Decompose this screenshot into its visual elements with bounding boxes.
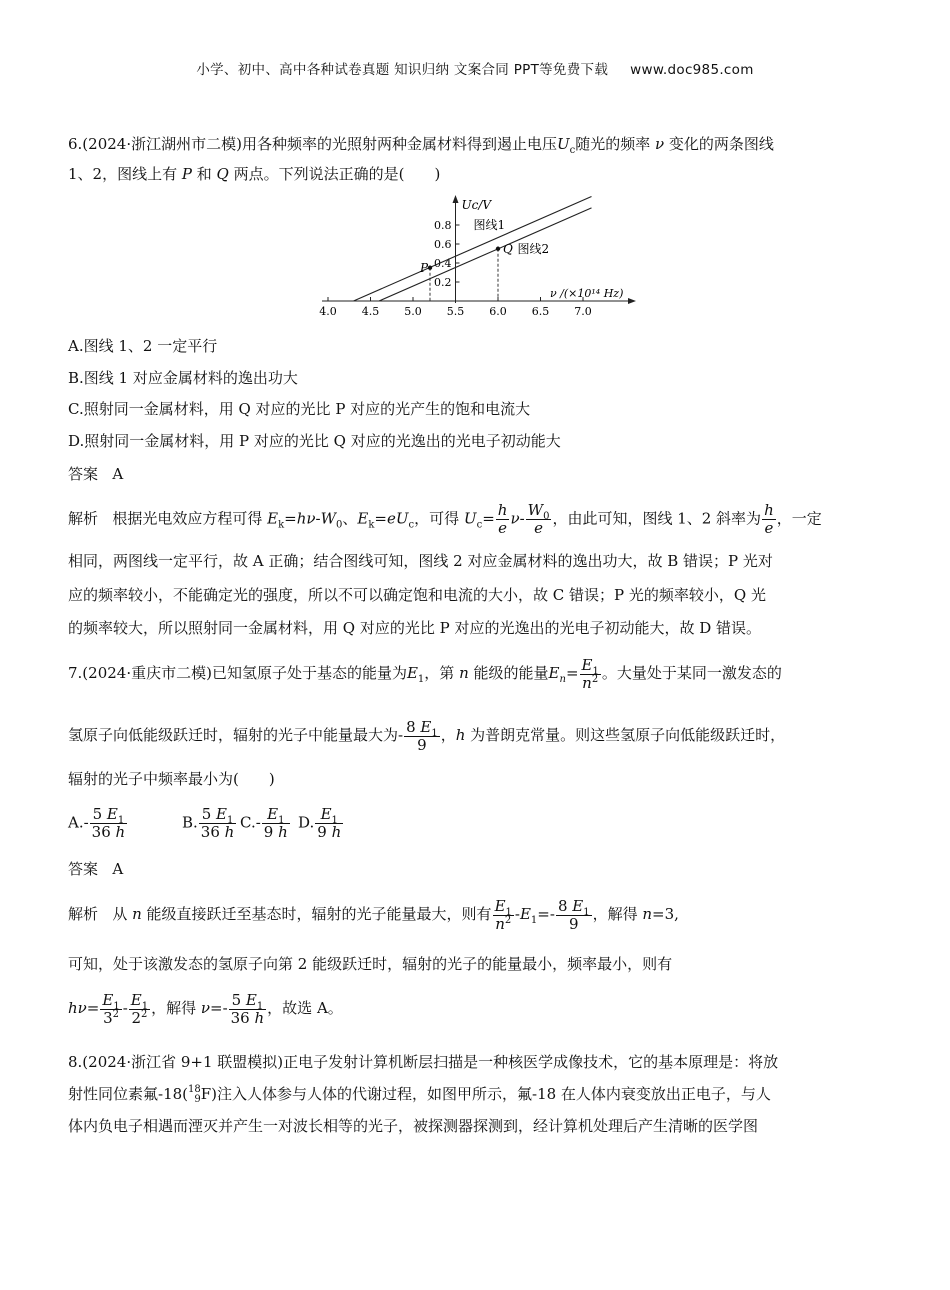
chart-layer (319, 195, 636, 318)
analysis-text: =- (537, 905, 555, 923)
x-tick-label: 7.0 (574, 305, 592, 318)
series-label-1: 图线1 (473, 218, 506, 232)
q6-option-a: A.图线 1、2 一定平行 (68, 337, 218, 355)
q7-analysis-line1: 解析 从 n 能级直接跃迁至基态时，辐射的光子能量最大，则有 $\frac{E_1}{n^2}$ $-E_1=-$ $\frac{8 E_1}{9}$ ，解得 n=3, (68, 896, 679, 933)
q6-stem-text: 6.(2024·浙江湖州市二模)用各种频率的光照射两种金属材料得到遏止电压 (68, 135, 557, 153)
q7-stem-text: 氢原子向低能级跃迁时，辐射的光子中能量最大为- (68, 726, 404, 744)
q7-stem-line1: 7.(2024·重庆市二模)已知氢原子处于基态的能量为$E_1$，第 n 能级的能量$E_n=$ $\frac{E_1}{n^2}$ 。大量处于某同一激发态的 (68, 655, 782, 692)
q6-stem-line1: 6.(2024·浙江湖州市二模)用各种频率的光照射两种金属材料得到遏止电压$U_c$随光的频率 ν 变化的两条图线 (68, 135, 774, 156)
q6-answer (68, 463, 888, 485)
analysis-text: 能级直接跃迁至基态时，辐射的光子能量最大，则有 (146, 905, 492, 923)
x-tick-label: 5.0 (404, 305, 422, 318)
header-text: 小学、初中、高中各种试卷真题 知识归纳 文案合同 PPT等免费下载 (196, 62, 609, 78)
analysis-text: 从 (112, 905, 128, 923)
y-tick-label: 0.2 (434, 276, 452, 289)
q6-stem-text: 随光的频率 (575, 135, 651, 153)
header-url[interactable]: www.doc985.com (630, 62, 754, 78)
y-tick-label: 0.4 (434, 257, 452, 270)
analysis-text: ，由此可知，图线 1、2 斜率为 (552, 509, 762, 528)
analysis-text: ，一定 (776, 509, 822, 528)
analysis-text: ，解得 (592, 905, 638, 923)
x-tick-label: 5.5 (446, 305, 465, 318)
q6-option-b: B.图线 1 对应金属材料的逸出功大 (68, 369, 298, 387)
q8-text: F)注入人体参与人体的代谢过程，如图甲所示，氟-18 在人体内衰变放出正电子，与人 (200, 1085, 771, 1103)
answer-value: A (112, 860, 124, 878)
x-tick-label: 6.0 (489, 305, 507, 318)
x-tick-label: 4.5 (361, 305, 380, 318)
q8-line3: 体内负电子相遇而湮灭并产生一对波长相等的光子，被探测器探测到，经计算机处理后产生清晰的医学图 (68, 1117, 759, 1135)
q6-stem-text: 和 (196, 165, 212, 183)
analysis-text: ，解得 (151, 999, 197, 1017)
page-header (0, 58, 950, 78)
q6-analysis-line4: 的频率较大，所以照射同一金属材料，用 Q 对应的光比 P 对应的光逸出的光电子初动能大，故 D 错误。 (68, 619, 762, 637)
q7-stem-line3: 辐射的光子中频率最小为( ) (68, 770, 275, 788)
q7-stem-text: 为普朗克常量。则这些氢原子向低能级跃迁时， (470, 726, 786, 744)
q7-option-c: C.- $\frac{E_1}{9 h}$ (240, 805, 288, 841)
q6-analysis-line3: 应的频率较小，不能确定光的强度，所以不可以确定饱和电流的大小，故 C 错误；P 光的频率较小，Q 光 (68, 586, 766, 604)
q6-analysis-line1: 解析 根据光电效应方程可得 $E_k=h\nu-W_0$、$E_k=eU_c$，可得 $U_c=$ $\frac{h}{e}$ ν- $\frac{W_0}{e}$ ，由此可知，图线 1、2 斜率为 $\frac{h}{e}$ ，一定 (68, 501, 822, 537)
y-axis-label: Uc/V (461, 198, 492, 212)
analysis-label: 解析 (68, 905, 99, 923)
q7-stem-text: 。大量处于某同一激发态的 (601, 664, 782, 682)
q7-stem-text: 能级的能量 (473, 664, 549, 682)
q6-stem-line2: 1、2，图线上有 P 和 Q 两点。下列说法正确的是( ) (68, 165, 441, 183)
y-axis-arrow (453, 195, 459, 203)
q6-stem-text: 变化的两条图线 (668, 135, 774, 153)
q7-answer (68, 858, 888, 880)
q6-option-c: C.照射同一金属材料，用 Q 对应的光比 P 对应的光产生的饱和电流大 (68, 400, 531, 418)
q7-option-b: B. $\frac{5 E_1}{36 h}$ (182, 805, 235, 841)
q6-analysis-line2: 相同，两图线一定平行，故 A 正确；结合图线可知，图线 2 对应金属材料的逸出功大，故 B 错误；P 光对 (68, 552, 773, 570)
q8-line1: 8.(2024·浙江省 9+1 联盟模拟)正电子发射计算机断层扫描是一种核医学成像技术，它的基本原理是：将放 (68, 1053, 779, 1071)
point-Q (496, 247, 500, 251)
x-tick-label: 6.5 (531, 305, 550, 318)
x-axis-label: ν /(×10¹⁴ Hz) (550, 287, 624, 300)
q8-line2: 射性同位素氟-18( 18 9 F)注入人体参与人体的代谢过程，如图甲所示，氟-18 在人体内衰变放出正电子，与人 (68, 1084, 771, 1105)
point-label-P: P (420, 260, 429, 275)
analysis-text: ，可得 (414, 509, 460, 528)
analysis-text: ，故选 A。 (267, 999, 343, 1017)
q6-stem-text: 两点。下列说法正确的是( ) (233, 165, 441, 183)
analysis-text: =3, (652, 905, 679, 923)
q6-stem-text: 1、2，图线上有 (68, 165, 178, 183)
q7-analysis-line2: 可知，处于该激发态的氢原子向第 2 能级跃迁时，辐射的光子的能量最小，频率最小，则有 (68, 955, 673, 973)
q8-text: 射性同位素氟-18( (68, 1085, 189, 1103)
y-tick-label: 0.8 (434, 219, 452, 232)
x-axis-arrow (628, 298, 636, 304)
q7-stem-text: ， (440, 726, 456, 744)
q7-stem-line2: 氢原子向低能级跃迁时，辐射的光子中能量最大为- $\frac{8 E_1}{9}$ ，h 为普朗克常量。则这些氢原子向低能级跃迁时， (68, 717, 786, 754)
q7-stem-text: 7.(2024·重庆市二模)已知氢原子处于基态的能量为 (68, 664, 407, 682)
q6-option-d: D.照射同一金属材料，用 P 对应的光比 Q 对应的光逸出的光电子初动能大 (68, 432, 561, 450)
answer-label: 答案 (68, 860, 99, 878)
q6-graph (310, 193, 650, 323)
series-label-2: 图线2 (517, 241, 550, 256)
analysis-text: =- (210, 999, 228, 1017)
x-tick-label: 4.0 (319, 305, 337, 318)
q7-options (68, 802, 888, 842)
q7-analysis-line3: hν= $\frac{E_1}{3^2}$ - $\frac{E_1}{2^2}$ ，解得 ν=- $\frac{5 E_1}{36 h}$ ，故选 A。 (68, 990, 343, 1027)
analysis-label: 解析 (68, 509, 99, 528)
point-P (428, 266, 432, 270)
answer-value: A (112, 465, 124, 483)
analysis-text: 根据光电效应方程可得 (112, 509, 263, 528)
series-line-1 (354, 197, 592, 302)
q7-option-a: A.- $\frac{5 E_1}{36 h}$ (68, 805, 126, 841)
q7-option-d: D. $\frac{E_1}{9 h}$ (298, 805, 342, 841)
q7-stem-text: ，第 (424, 664, 455, 682)
point-label-Q: Q (503, 241, 513, 256)
y-tick-label: 0.6 (434, 238, 452, 251)
answer-label: 答案 (68, 465, 99, 483)
